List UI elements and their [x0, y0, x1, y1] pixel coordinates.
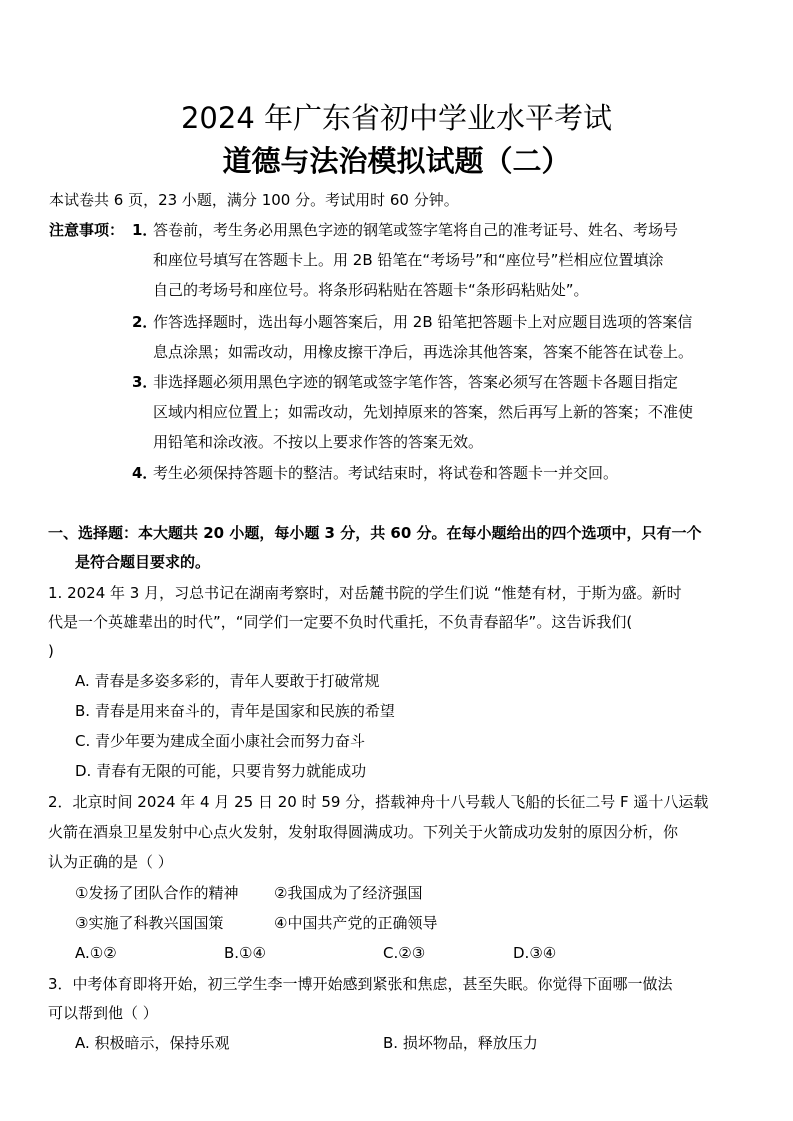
question-3-option-b: B. 损坏物品，释放压力: [383, 1034, 538, 1052]
section1-heading-line2: 是符合题目要求的。: [75, 553, 211, 571]
note-3-line-2: 区域内相应位置上；如需改动，先划掉原来的答案，然后再写上新的答案；不准使: [153, 403, 694, 421]
exam-title-line2: 道德与法治模拟试题（二）: [222, 144, 571, 178]
question-2-item-4: ④中国共产党的正确领导: [274, 914, 438, 932]
question-2-item-1: ①发扬了团队合作的精神: [75, 884, 239, 902]
note-3-number: 3．: [132, 373, 158, 391]
note-1-line-3: 自己的考场号和座位号。将条形码粘贴在答题卡“条形码粘贴处”。: [153, 281, 589, 299]
question-1-option-a: A. 青春是多姿多彩的，青年人要敢于打破常规: [75, 672, 380, 690]
note-2-number: 2．: [132, 313, 158, 331]
note-4-number: 4．: [132, 464, 158, 482]
notes-label: 注意事项：: [49, 221, 125, 239]
exam-title-line1: 2024 年广东省初中学业水平考试: [180, 101, 613, 135]
question-2-option-c: C.②③: [383, 944, 426, 962]
question-1-line-1: 1. 2024 年 3 月，习总书记在湖南考察时，对岳麓书院的学生们说 “惟楚有材，于斯为盛。新时: [48, 584, 682, 602]
question-1-line-3: ): [48, 642, 54, 660]
question-1-option-d: D. 青春有无限的可能，只要肯努力就能成功: [75, 762, 367, 780]
note-2-line-2: 息点涂黑；如需改动，用橡皮擦干净后，再选涂其他答案，答案不能答在试卷上。: [153, 343, 694, 361]
note-4-line-1: 考生必须保持答题卡的整洁。考试结束时，将试卷和答题卡一并交回。: [153, 464, 619, 482]
question-1-option-c: C. 青少年要为建成全面小康社会而努力奋斗: [75, 732, 366, 750]
note-3-line-1: 非选择题必须用黑色字迹的钢笔或签字笔作答，答案必须写在答题卡各题目指定: [153, 373, 679, 391]
question-1-line-2: 代是一个英雄辈出的时代”，“同学们一定要不负时代重托，不负青春韶华”。这告诉我们(: [48, 613, 633, 631]
note-2-line-1: 作答选择题时，选出每小题答案后，用 2B 铅笔把答题卡上对应题目选项的答案信: [153, 313, 693, 331]
question-2-line-3: 认为正确的是（ ）: [48, 853, 173, 871]
exam-intro: 本试卷共 6 页，23 小题，满分 100 分。考试用时 60 分钟。: [49, 191, 459, 209]
note-1-line-2: 和座位号填写在答题卡上。用 2B 铅笔在“考场号”和“座位号”栏相应位置填涂: [153, 251, 664, 269]
question-2-item-2: ②我国成为了经济强国: [274, 884, 423, 902]
note-3-line-3: 用铅笔和涂改液。不按以上要求作答的答案无效。: [153, 433, 484, 451]
question-1-option-b: B. 青春是用来奋斗的，青年是国家和民族的希望: [75, 702, 395, 720]
question-2-item-3: ③实施了科教兴国国策: [75, 914, 224, 932]
note-1-number: 1．: [132, 221, 158, 239]
question-2-line-2: 火箭在酒泉卫星发射中心点火发射，发射取得圆满成功。下列关于火箭成功发射的原因分析，你: [48, 823, 679, 841]
question-3-line-1: 3．中考体育即将开始，初三学生李一博开始感到紧张和焦虑，甚至失眠。你觉得下面哪一做法: [48, 975, 673, 993]
note-1-line-1: 答卷前，考生务必用黑色字迹的钢笔或签字笔将自己的准考证号、姓名、考场号: [153, 221, 679, 239]
question-2-line-1: 2．北京时间 2024 年 4 月 25 日 20 时 59 分，搭载神舟十八号载人飞船的长征二号 F 遥十八运载: [48, 793, 709, 811]
question-2-option-b: B.①④: [224, 944, 266, 962]
question-3-option-a: A. 积极暗示，保持乐观: [75, 1034, 230, 1052]
section1-heading-line1: 一、选择题：本大题共 20 小题，每小题 3 分，共 60 分。在每小题给出的四个选项中，只有一个: [48, 524, 702, 542]
question-3-line-2: 可以帮到他（ ）: [48, 1004, 158, 1022]
question-2-option-d: D.③④: [513, 944, 557, 962]
question-2-option-a: A.①②: [75, 944, 117, 962]
